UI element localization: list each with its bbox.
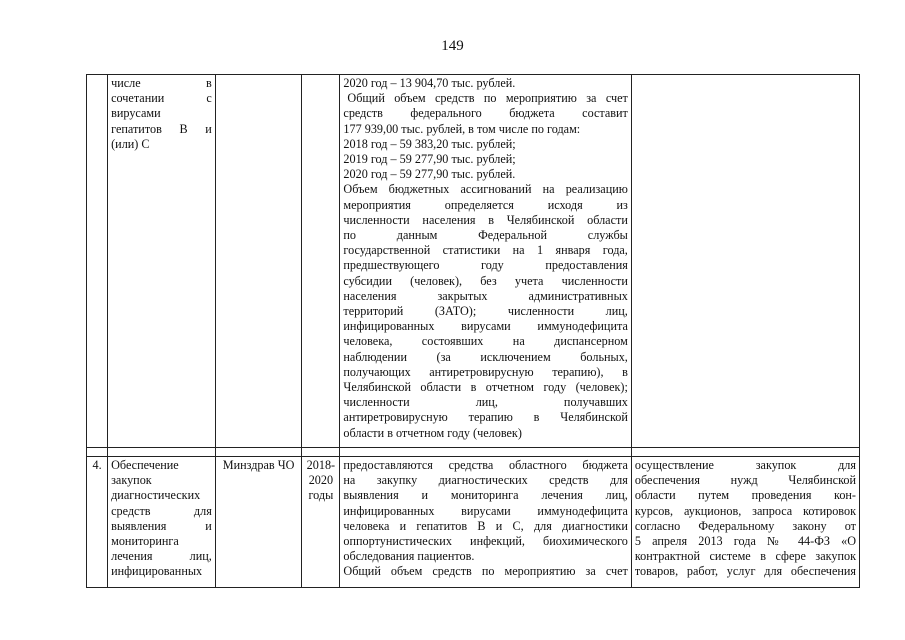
description-line: человека и гепатитов В и С, для диагностики [343, 518, 628, 533]
table-spacer-row [87, 448, 860, 457]
mechanism-line: товаров, работ, услуг для обеспечения [634, 564, 856, 579]
description-cell [340, 75, 631, 448]
description-line: мероприятия определяется исходя из [343, 197, 628, 212]
description-line: 2020 год – 13 904,70 тыс. рублей. [343, 76, 516, 90]
table-row [87, 75, 860, 448]
mechanism-cell [631, 75, 859, 448]
mechanism-cell [631, 457, 859, 588]
period-line: 2018- [306, 458, 336, 472]
description-line: Общий объем средств по мероприятию за счет [343, 564, 628, 579]
program-table [86, 74, 860, 588]
mechanism-line: 5 апреля 2013 года № 44-ФЗ «О [634, 534, 856, 549]
description-line: получающих антиретровирусную терапию), в [343, 364, 628, 379]
description-line: субсидии (человек), без учета численности [343, 273, 628, 288]
description-line: 2019 год – 59 277,90 тыс. рублей; [343, 152, 516, 167]
period-cell [302, 75, 340, 448]
spacer-cell [87, 448, 108, 457]
description-line: антиретровирусную терапию в Челябинской [343, 410, 628, 425]
measure-name-line: (или) С [111, 136, 150, 151]
description-line: численности населения в Челябинской области [343, 212, 628, 227]
description-line: 2020 год – 59 277,90 тыс. рублей. [343, 167, 516, 182]
row-number-cell [87, 75, 108, 448]
description-line: Общий объем средств по мероприятию за счет [347, 91, 628, 106]
description-line: государственной статистики на 1 января года, [343, 243, 628, 258]
measure-name-line: закупок [111, 473, 152, 488]
description-line: обследования пациентов. [343, 549, 475, 564]
description-line: Объем бюджетных ассигнований на реализацию [343, 182, 628, 197]
description-line: Челябинской области в отчетном году (человек); [343, 380, 628, 395]
description-line: человека, состоявших на диспансерном [343, 334, 628, 349]
description-line: наблюдении (за исключением больных, [343, 349, 628, 364]
description-line: территорий (ЗАТО); численности лиц, [343, 304, 628, 319]
spacer-cell [302, 448, 340, 457]
mechanism-line: области путем проведения кон- [634, 488, 856, 503]
description-line: 2018 год – 59 383,20 тыс. рублей; [343, 136, 516, 151]
description-line: инфицированных вирусами иммунодефицита [343, 503, 628, 518]
measure-name-line: вирусами [111, 106, 161, 121]
description-line: предшествующего году предоставления [343, 258, 628, 273]
measure-name-line: средств для [111, 503, 212, 518]
spacer-cell [631, 448, 859, 457]
measure-name-line: сочетании с [111, 91, 212, 106]
description-line: на закупку диагностических средств для [343, 473, 628, 488]
measure-name-line: лечения лиц, [111, 549, 212, 564]
mechanism-line: осуществление закупок для [634, 458, 856, 472]
mechanism-line: курсов, аукционов, запроса котировок [634, 503, 856, 518]
spacer-cell [340, 448, 631, 457]
description-line: области в отчетном году (человек) [343, 425, 522, 440]
executor-cell: Минздрав ЧО [215, 457, 302, 588]
description-line: по данным Федеральной службы [343, 228, 628, 243]
description-line: средств федерального бюджета составит [343, 106, 628, 121]
measure-name-line: выявления и [111, 518, 212, 533]
description-line: оппортунистических инфекций, биохимического [343, 534, 628, 549]
description-line: населения закрытых административных [343, 288, 628, 303]
period-line: 2020 [308, 473, 334, 488]
measure-name-line: мониторинга [111, 534, 179, 549]
period-cell [302, 457, 340, 588]
spacer-cell [215, 448, 302, 457]
spacer-cell [108, 448, 216, 457]
measure-name-line: диагностических [111, 488, 201, 503]
executor-cell [215, 75, 302, 448]
measure-name-line: инфицированных [111, 564, 203, 579]
row-number-cell: 4. [87, 457, 108, 588]
measure-name-line: гепатитов В и [111, 121, 212, 136]
description-line: инфицированных вирусами иммунодефицита [343, 319, 628, 334]
description-line: предоставляются средства областного бюджета [343, 458, 628, 472]
description-line: 177 939,00 тыс. рублей, в том числе по годам: [343, 121, 581, 136]
description-line: выявления и мониторинга лечения лиц, [343, 488, 628, 503]
measure-name-cell [108, 75, 216, 448]
mechanism-line: обеспечения нужд Челябинской [634, 473, 856, 488]
table-row [87, 457, 860, 588]
measure-name-line: Обеспечение [111, 458, 179, 472]
measure-name-line: числе в [111, 76, 212, 90]
description-line: численности лиц, получавших [343, 395, 628, 410]
mechanism-line: контрактной системе в сфере закупок [634, 549, 856, 564]
mechanism-line: согласно Федеральному закону от [634, 518, 856, 533]
period-line: годы [308, 488, 334, 503]
description-cell [340, 457, 631, 588]
measure-name-cell [108, 457, 216, 588]
page-number: 149 [441, 38, 464, 54]
